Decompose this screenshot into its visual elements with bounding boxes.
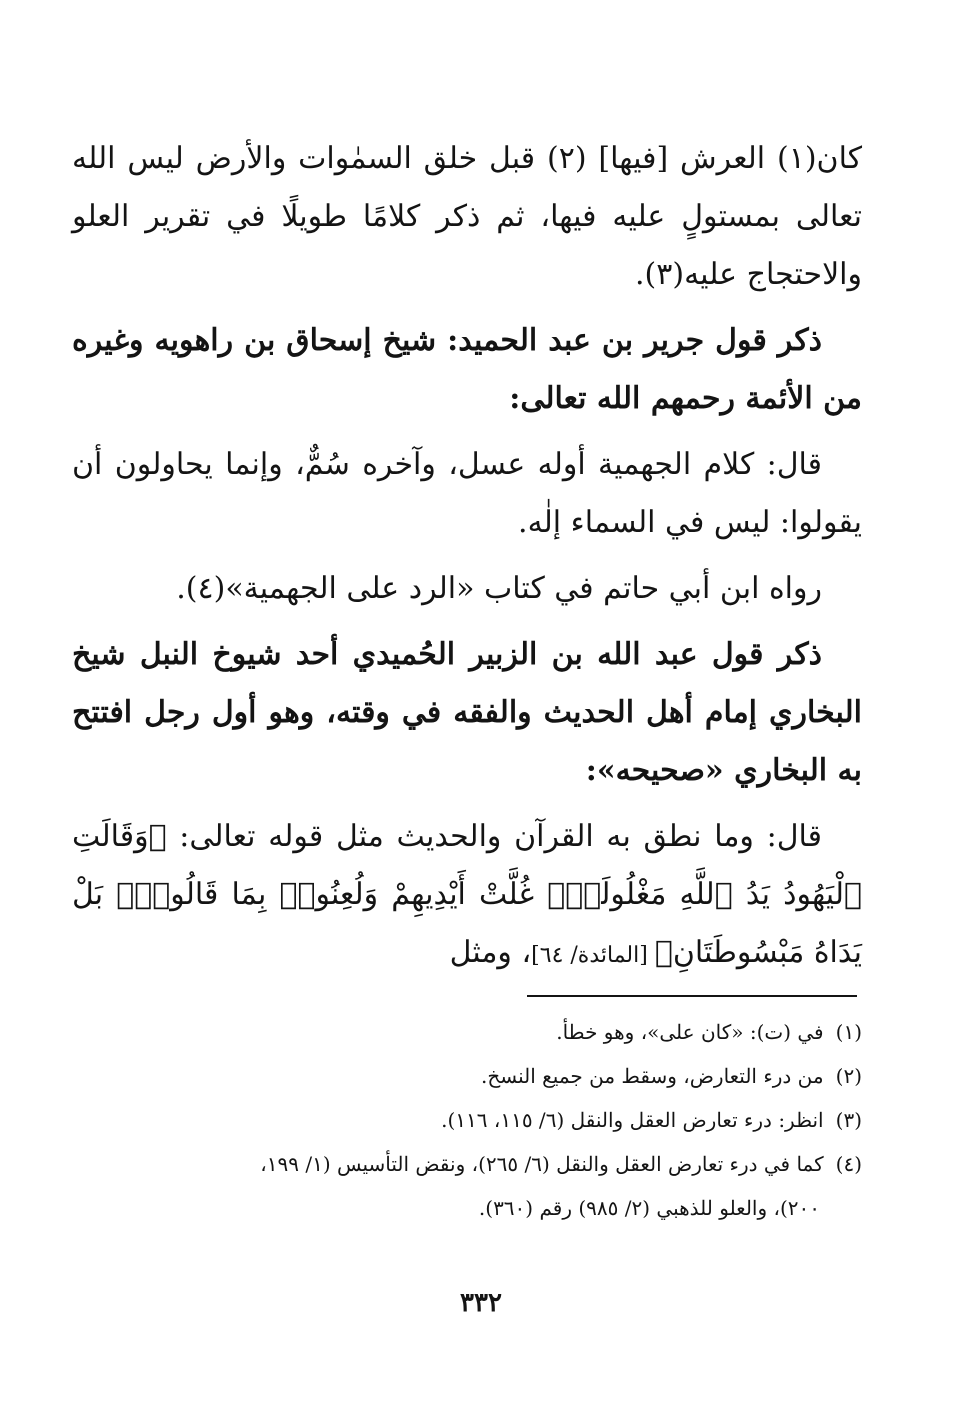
- footnotes: [72, 1010, 862, 1230]
- paragraph-quran-intro: قال: وما نطق به القرآن والحديث مثل قوله تعالى:: [166, 819, 822, 854]
- paragraph-1: كان(١) العرش [فيها] (٢) قبل خلق السمٰوات والأرض ليس الله تعالى بمستولٍ عليه فيها، ثم ذكر كلامًا طويلًا في تقرير العلو والاحتجاج عليه(٣).: [72, 141, 862, 292]
- footnote-text: من درء التعارض، وسقط من جميع النسخ.: [480, 1064, 824, 1088]
- footnote-3: [72, 1098, 862, 1142]
- verse-reference: [المائدة/ ٦٤]: [531, 943, 655, 968]
- footnote-text: كما في درء تعارض العقل والنقل (٦/ ٢٦٥)، ونقض التأسيس (١/ ١٩٩،: [260, 1152, 824, 1176]
- section-heading-jarir: ذكر قول جرير بن عبد الحميد: شيخ إسحاق بن راهويه وغيره من الأئمة رحمهم الله تعالى:: [72, 323, 862, 416]
- footnote-divider: [527, 995, 857, 997]
- paragraph-quran-quote: [72, 808, 862, 985]
- footnote-text: انظر: درء تعارض العقل والنقل (٦/ ١١٥، ١١٦).: [441, 1108, 824, 1132]
- page-number: ٣٣٢: [460, 1288, 502, 1318]
- footnote-2: [72, 1054, 862, 1098]
- quran-verse: ﴿وَقَالَتِ ٱلْيَهُودُ يَدُ ٱللَّهِ مَغْلُولَةٌۚ غُلَّتْ أَيْدِيهِمْ وَلُعِنُوا۟ بِمَا قَالُوا۟ۘ بَلْ يَدَاهُ مَبْسُوطَتَانِ﴾: [72, 819, 862, 970]
- paragraph-quote-jahmiyya: قال: كلام الجهمية أوله عسل، وآخره سُمٌّ، وإنما يحاولون أن يقولوا: ليس في السماء إلٰه.: [72, 447, 862, 540]
- footnote-number: (٢): [835, 1064, 862, 1088]
- footnote-4-continuation: ٢٠٠)، والعلو للذهبي (٢/ ٩٨٥) رقم (٣٦٠).: [478, 1196, 820, 1220]
- paragraph-continuation: ، ومثل: [449, 935, 532, 970]
- main-text: [72, 130, 862, 993]
- footnote-number: (٣): [835, 1108, 862, 1132]
- footnote-text: في (ت): «كان على»، وهو خطأ.: [556, 1020, 824, 1044]
- footnote-4: [72, 1142, 862, 1186]
- section-heading-humaydi: ذكر قول عبد الله بن الزبير الحُميدي أحد شيوخ النبل شيخ البخاري إمام أهل الحديث والفقه في وقته، وهو أول رجل افتتح به البخاري «صحيحه»:: [72, 637, 862, 788]
- paragraph-narration: رواه ابن أبي حاتم في كتاب «الرد على الجهمية»(٤).: [176, 571, 822, 606]
- footnote-number: (٤): [835, 1152, 862, 1176]
- footnote-number: (١): [835, 1020, 862, 1044]
- footnote-1: [72, 1010, 862, 1054]
